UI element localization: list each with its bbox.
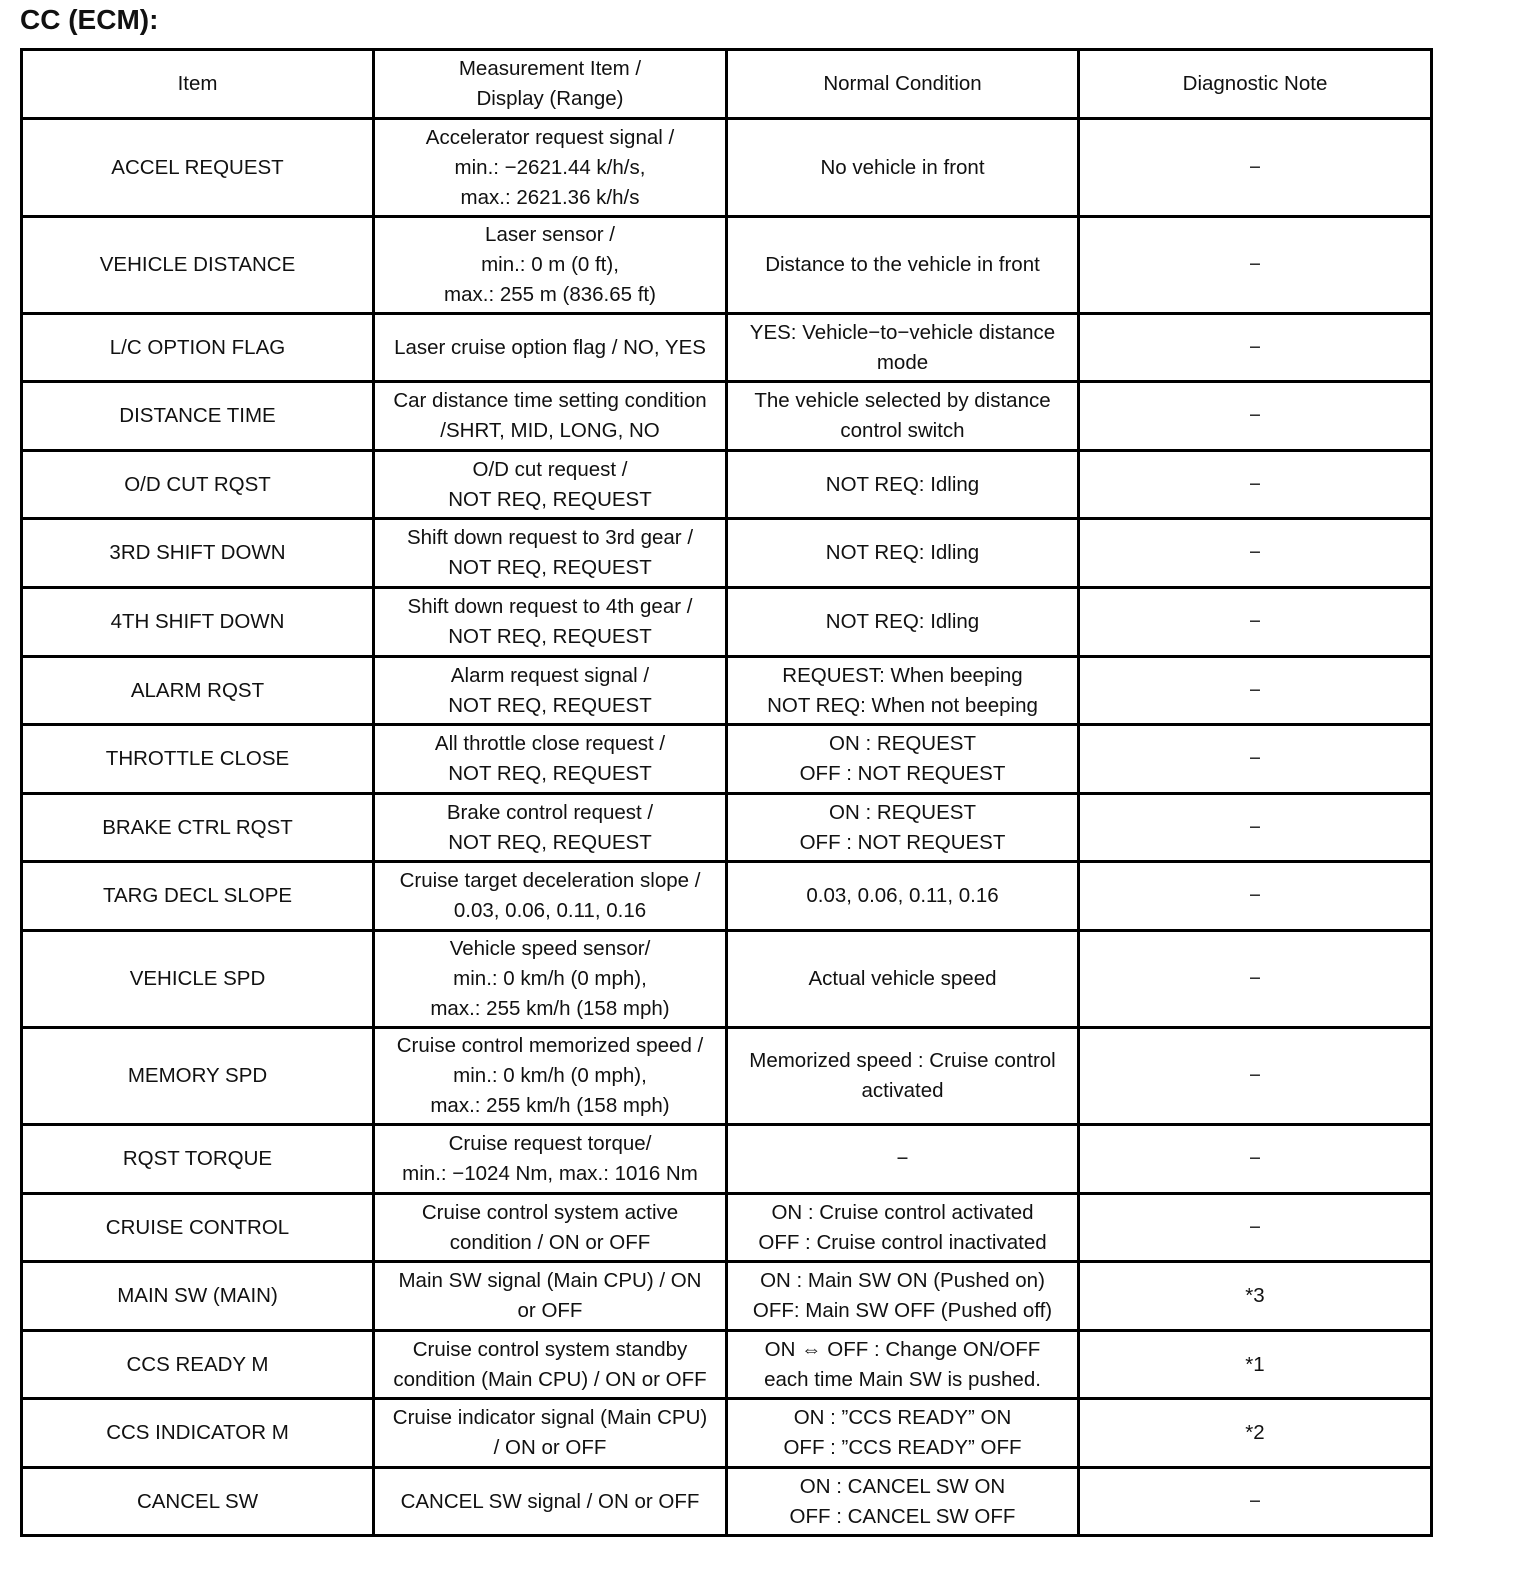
table-row [22, 794, 1432, 862]
header-normal-condition: Normal Condition [727, 50, 1079, 119]
cell-note: − [1079, 588, 1432, 657]
cell-normal: ON ⇔ OFF : Change ON/OFF each time Main SW is pushed. [727, 1331, 1079, 1399]
cell-note: − [1079, 1125, 1432, 1194]
table-row [22, 862, 1432, 931]
cell-normal: ON : REQUEST OFF : NOT REQUEST [727, 725, 1079, 794]
cell-item: 4TH SHIFT DOWN [22, 588, 374, 657]
table-row [22, 451, 1432, 519]
cell-item: BRAKE CTRL RQST [22, 794, 374, 862]
cell-item: ALARM RQST [22, 657, 374, 725]
cell-item: CANCEL SW [22, 1468, 374, 1536]
cell-item: THROTTLE CLOSE [22, 725, 374, 794]
cell-normal: 0.03, 0.06, 0.11, 0.16 [727, 862, 1079, 931]
cell-note: *3 [1079, 1262, 1432, 1331]
cell-normal: − [727, 1125, 1079, 1194]
cell-measurement: Cruise target deceleration slope / 0.03, 0.06, 0.11, 0.16 [374, 862, 727, 931]
table-row [22, 1468, 1432, 1536]
cell-normal: ON : REQUEST OFF : NOT REQUEST [727, 794, 1079, 862]
cell-note: − [1079, 657, 1432, 725]
cell-item: MAIN SW (MAIN) [22, 1262, 374, 1331]
cell-item: O/D CUT RQST [22, 451, 374, 519]
cell-note: − [1079, 1028, 1432, 1125]
cell-normal: Actual vehicle speed [727, 931, 1079, 1028]
table-row [22, 588, 1432, 657]
header-measurement: Measurement Item / Display (Range) [374, 50, 727, 119]
table-row [22, 217, 1432, 314]
table-row [22, 931, 1432, 1028]
cell-item: MEMORY SPD [22, 1028, 374, 1125]
cell-measurement: O/D cut request / NOT REQ, REQUEST [374, 451, 727, 519]
cell-normal: YES: Vehicle−to−vehicle distance mode [727, 314, 1079, 382]
cell-measurement: CANCEL SW signal / ON or OFF [374, 1468, 727, 1536]
cell-note: *1 [1079, 1331, 1432, 1399]
cell-note: − [1079, 725, 1432, 794]
cell-measurement: Laser sensor / min.: 0 m (0 ft), max.: 255 m (836.65 ft) [374, 217, 727, 314]
cell-normal: NOT REQ: Idling [727, 451, 1079, 519]
cell-normal: ON : ”CCS READY” ON OFF : ”CCS READY” OFF [727, 1399, 1079, 1468]
cell-note: *2 [1079, 1399, 1432, 1468]
cell-note: − [1079, 519, 1432, 588]
cell-measurement: Main SW signal (Main CPU) / ON or OFF [374, 1262, 727, 1331]
data-table [20, 48, 1433, 1537]
cell-note: − [1079, 1468, 1432, 1536]
table-row [22, 1399, 1432, 1468]
cell-normal: No vehicle in front [727, 119, 1079, 217]
cell-item: VEHICLE SPD [22, 931, 374, 1028]
cell-item: L/C OPTION FLAG [22, 314, 374, 382]
table-row [22, 519, 1432, 588]
cell-measurement: Laser cruise option flag / NO, YES [374, 314, 727, 382]
cell-note: − [1079, 931, 1432, 1028]
cell-measurement: Vehicle speed sensor/ min.: 0 km/h (0 mph), max.: 255 km/h (158 mph) [374, 931, 727, 1028]
cell-normal: NOT REQ: Idling [727, 519, 1079, 588]
cell-measurement: Brake control request / NOT REQ, REQUEST [374, 794, 727, 862]
cell-measurement: Accelerator request signal / min.: −2621.44 k/h/s, max.: 2621.36 k/h/s [374, 119, 727, 217]
header-item: Item [22, 50, 374, 119]
cell-measurement: Cruise request torque/ min.: −1024 Nm, max.: 1016 Nm [374, 1125, 727, 1194]
cell-item: ACCEL REQUEST [22, 119, 374, 217]
cell-measurement: Car distance time setting condition /SHRT, MID, LONG, NO [374, 382, 727, 451]
table-row [22, 1028, 1432, 1125]
cell-measurement: Shift down request to 4th gear / NOT REQ, REQUEST [374, 588, 727, 657]
table-row [22, 1194, 1432, 1262]
page-title: CC (ECM): [20, 4, 159, 35]
cell-measurement: Cruise control system standby condition (Main CPU) / ON or OFF [374, 1331, 727, 1399]
cell-normal: REQUEST: When beeping NOT REQ: When not beeping [727, 657, 1079, 725]
cell-item: CRUISE CONTROL [22, 1194, 374, 1262]
cell-note: − [1079, 451, 1432, 519]
cell-item: RQST TORQUE [22, 1125, 374, 1194]
cell-note: − [1079, 217, 1432, 314]
table-row [22, 1331, 1432, 1399]
cell-measurement: Cruise indicator signal (Main CPU) / ON or OFF [374, 1399, 727, 1468]
cell-normal: NOT REQ: Idling [727, 588, 1079, 657]
cell-normal: ON : Cruise control activated OFF : Cruise control inactivated [727, 1194, 1079, 1262]
cell-item: CCS INDICATOR M [22, 1399, 374, 1468]
header-diagnostic-note: Diagnostic Note [1079, 50, 1432, 119]
cell-measurement: Cruise control memorized speed / min.: 0 km/h (0 mph), max.: 255 km/h (158 mph) [374, 1028, 727, 1125]
cell-measurement: Alarm request signal / NOT REQ, REQUEST [374, 657, 727, 725]
table-header-row [22, 50, 1432, 119]
cell-normal: ON : Main SW ON (Pushed on) OFF: Main SW OFF (Pushed off) [727, 1262, 1079, 1331]
table-row [22, 1262, 1432, 1331]
table-row [22, 382, 1432, 451]
cell-item: CCS READY M [22, 1331, 374, 1399]
cell-note: − [1079, 314, 1432, 382]
cell-item: 3RD SHIFT DOWN [22, 519, 374, 588]
table-row [22, 314, 1432, 382]
cell-normal: Distance to the vehicle in front [727, 217, 1079, 314]
cell-item: TARG DECL SLOPE [22, 862, 374, 931]
cell-normal: The vehicle selected by distance control switch [727, 382, 1079, 451]
table-row [22, 725, 1432, 794]
cell-note: − [1079, 119, 1432, 217]
cell-normal: Memorized speed : Cruise control activated [727, 1028, 1079, 1125]
cell-note: − [1079, 382, 1432, 451]
cell-note: − [1079, 862, 1432, 931]
table-row [22, 657, 1432, 725]
cell-normal: ON : CANCEL SW ON OFF : CANCEL SW OFF [727, 1468, 1079, 1536]
cell-measurement: All throttle close request / NOT REQ, REQUEST [374, 725, 727, 794]
table-row [22, 119, 1432, 217]
table-row [22, 1125, 1432, 1194]
cell-measurement: Cruise control system active condition / ON or OFF [374, 1194, 727, 1262]
cell-item: DISTANCE TIME [22, 382, 374, 451]
cell-note: − [1079, 1194, 1432, 1262]
cell-item: VEHICLE DISTANCE [22, 217, 374, 314]
cell-note: − [1079, 794, 1432, 862]
cell-measurement: Shift down request to 3rd gear / NOT REQ, REQUEST [374, 519, 727, 588]
